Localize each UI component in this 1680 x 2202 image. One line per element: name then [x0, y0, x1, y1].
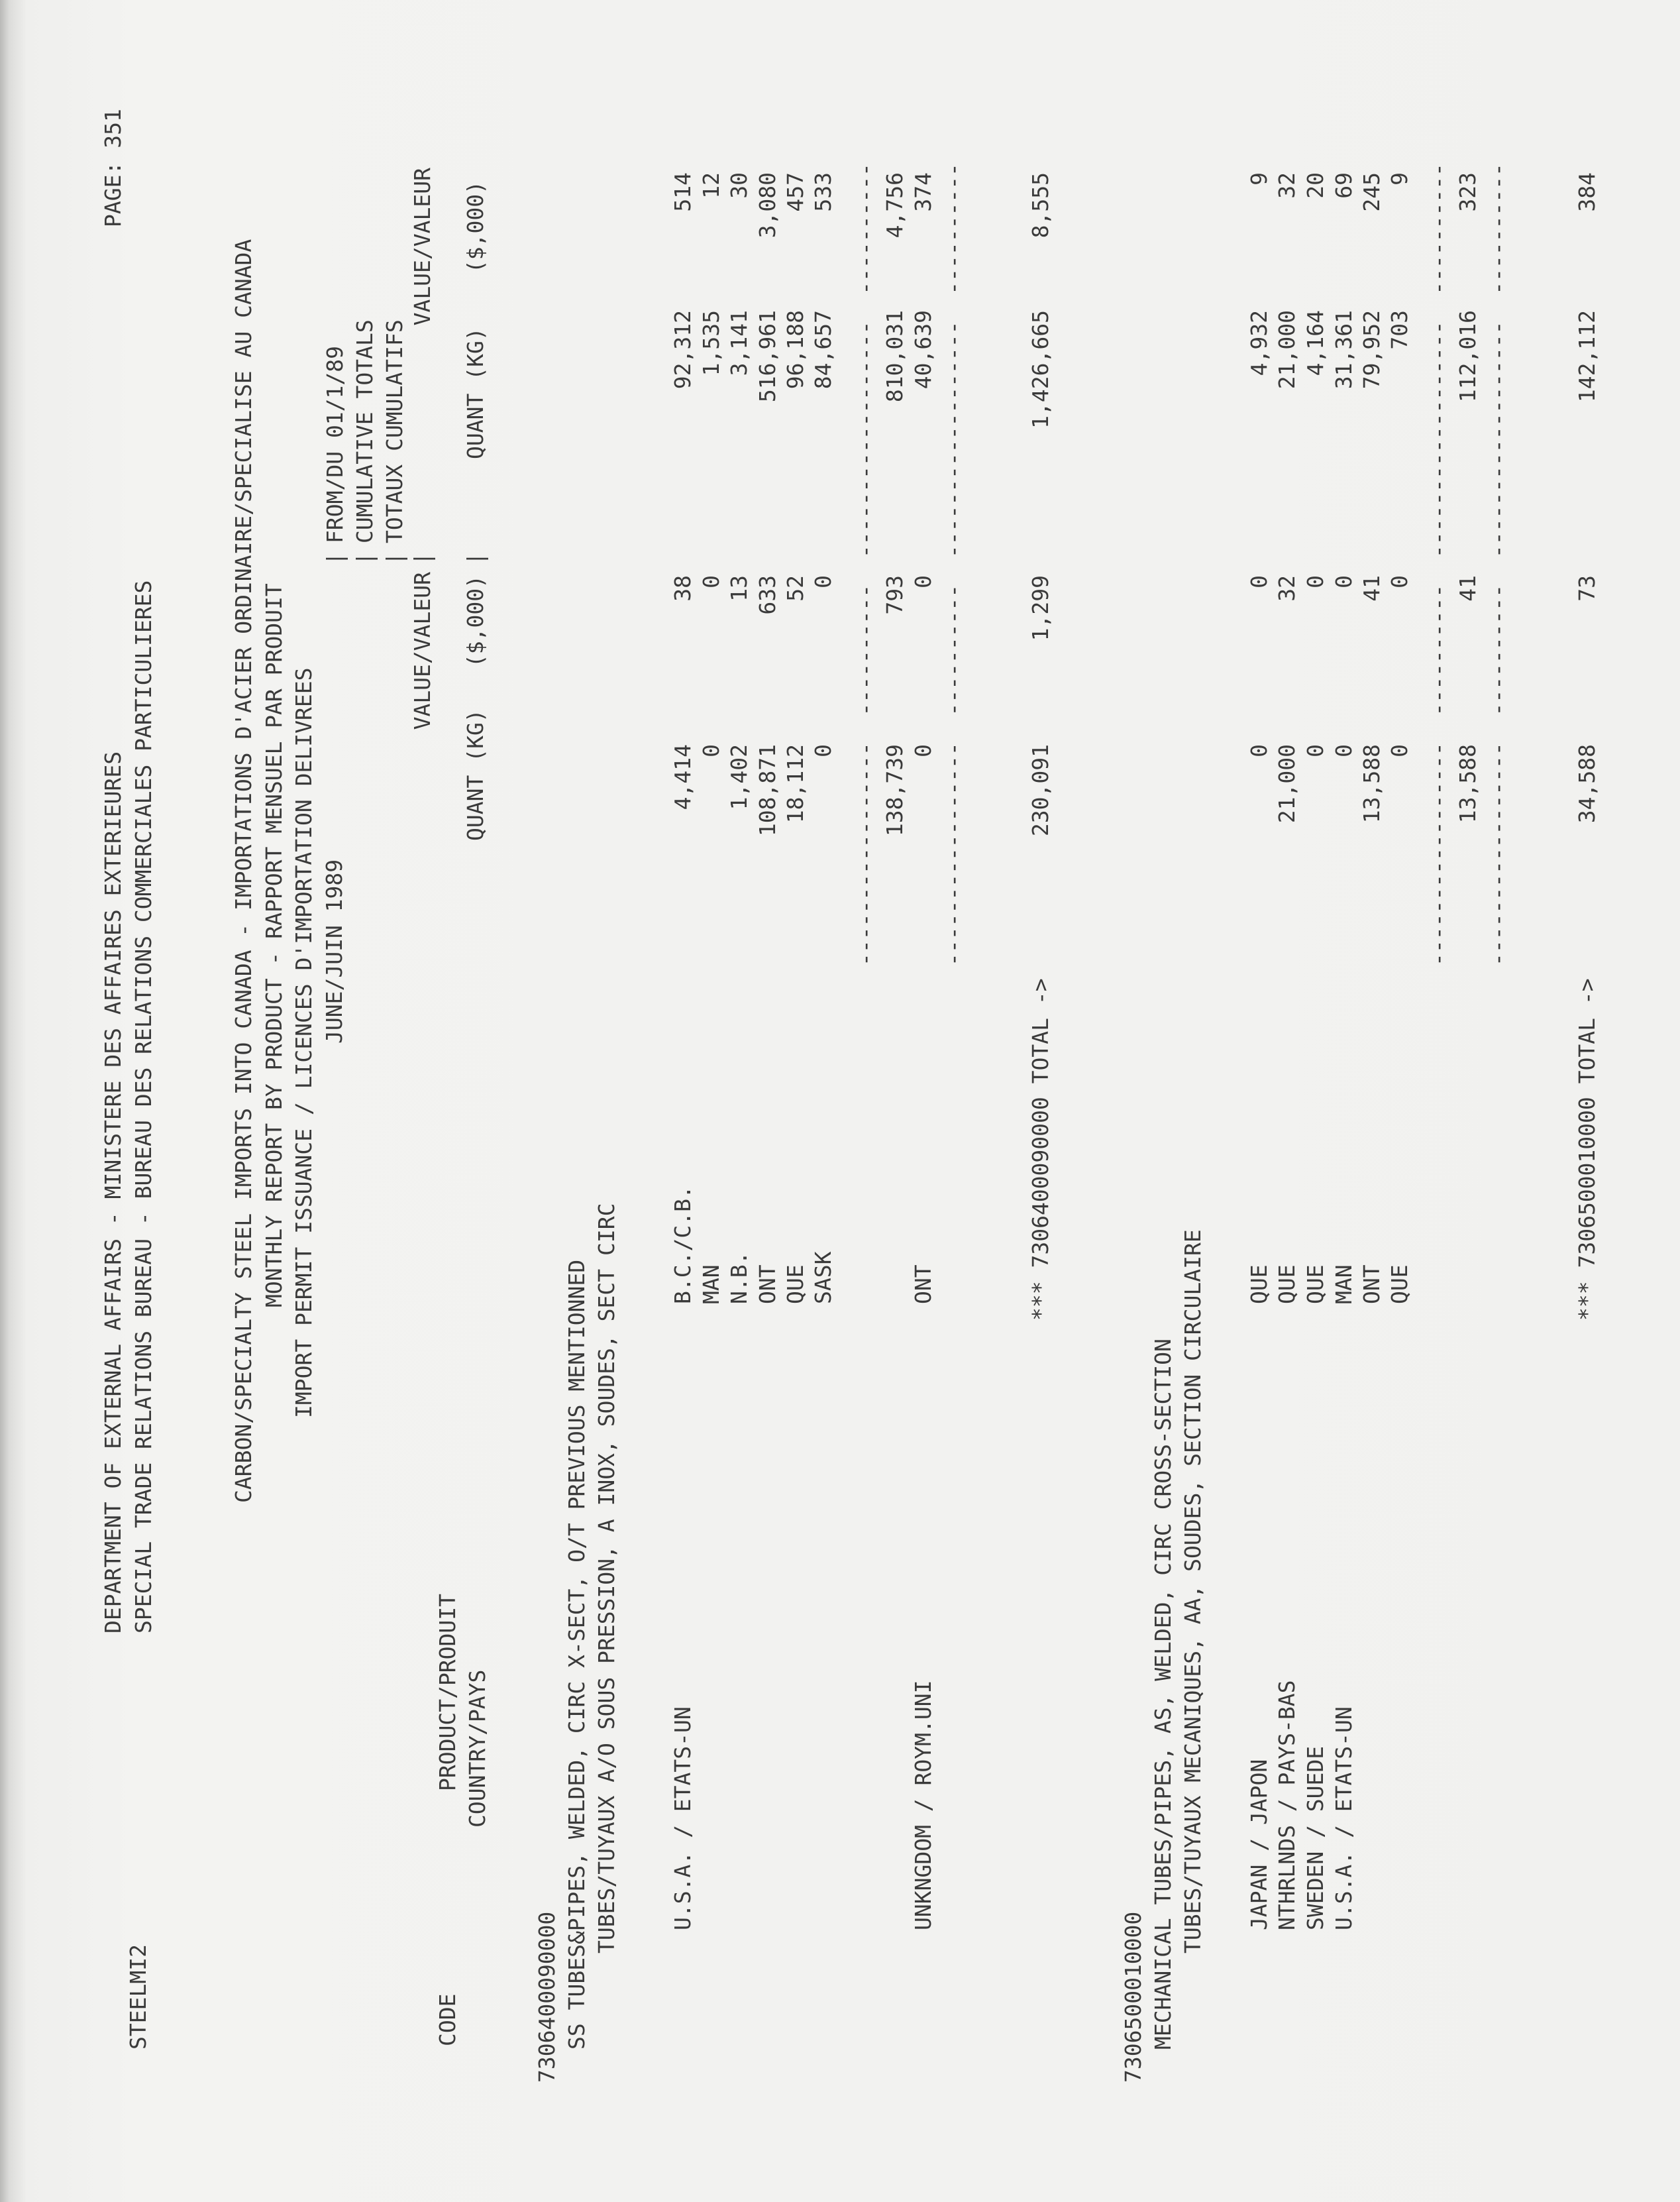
column-header-value-2: ($,000): [462, 575, 488, 668]
province: MAN: [1331, 1264, 1357, 1304]
report-title-line-1: CARBON/SPECIALTY STEEL IMPORTS INTO CANADA - IMPORTATIONS D'ACIER ORDINAIRE/SPECIALISE AU CANADA: [231, 239, 256, 1503]
total-divider: ----------------- ---------- ------------------ ----------: [940, 163, 966, 966]
province: SASK: [810, 1251, 836, 1304]
quantity: 0: [1387, 744, 1412, 757]
cumulative-value: 374: [910, 172, 936, 212]
cumulative-value: 12: [698, 172, 724, 199]
department-line-2: SPECIAL TRADE RELATIONS BUREAU - BUREAU DES RELATIONS COMMERCIALES PARTICULIERES: [131, 580, 156, 1633]
cumulative-value: 514: [670, 172, 696, 212]
cumulative-quantity: 84,657: [810, 310, 836, 390]
subtotal-value: 793: [882, 575, 908, 615]
subtotal-cumulative-value: 323: [1455, 172, 1481, 212]
value: 0: [1331, 575, 1357, 588]
province: QUE: [782, 1264, 808, 1304]
header-divider-3: |: [382, 552, 407, 565]
province: ONT: [755, 1264, 780, 1304]
province: ONT: [910, 1264, 936, 1304]
value: 32: [1274, 575, 1300, 602]
subtotal-divider: ----------------- ---------- ------------------ ----------: [852, 163, 878, 966]
cumulative-quantity: 21,000: [1274, 310, 1300, 390]
column-header-cum-quant: QUANT (KG): [462, 327, 488, 459]
province: MAN: [698, 1264, 724, 1304]
cumulative-value: 32: [1274, 172, 1300, 199]
column-header-product: PRODUCT/PRODUIT: [435, 1593, 460, 1791]
program-id: STEELMI2: [125, 1944, 151, 2050]
total-label: *** 7306500010000 TOTAL ->: [1574, 978, 1600, 1321]
cumulative-quantity: 516,961: [755, 310, 780, 403]
value: 0: [810, 575, 836, 588]
header-divider-4: |: [409, 552, 435, 565]
quantity: 0: [910, 744, 936, 757]
quantity: 18,112: [782, 744, 808, 824]
total-value: 1,299: [1027, 575, 1053, 641]
quantity: 21,000: [1274, 744, 1300, 824]
quantity: 0: [810, 744, 836, 757]
total-quantity: 230,091: [1027, 744, 1053, 837]
product-code: 7306400090000: [534, 1911, 560, 2083]
country-name: U.S.A. / ETATS-UN: [1331, 1706, 1357, 1930]
cumulative-quantity: 4,164: [1302, 310, 1328, 376]
column-header-quant: QUANT (KG): [462, 709, 488, 841]
quantity: 0: [698, 744, 724, 757]
subtotal-cumulative-quantity: 810,031: [882, 310, 908, 403]
column-header-country: COUNTRY/PAYS: [464, 1669, 490, 1828]
cumulative-quantity: 31,361: [1331, 310, 1357, 390]
cumulative-totals-fr: TOTAUX CUMULATIFS: [382, 319, 407, 543]
cumulative-value: 3,080: [755, 172, 780, 239]
product-code: 7306500010000: [1120, 1911, 1146, 2083]
cumulative-quantity: 96,188: [782, 310, 808, 390]
value: 41: [1359, 575, 1385, 602]
product-description-fr: TUBES/TUYAUX A/O SOUS PRESSION, A INOX, SOUDES, SECT CIRC: [594, 1203, 619, 1954]
value: 38: [670, 575, 696, 602]
quantity: 0: [1246, 744, 1272, 757]
column-header-value-1: VALUE/VALEUR: [409, 572, 435, 730]
total-cumulative-value: 8,555: [1027, 172, 1053, 239]
subtotal-cumulative-quantity: 112,016: [1455, 310, 1481, 403]
cumulative-quantity: 3,141: [726, 310, 752, 376]
province: QUE: [1302, 1264, 1328, 1304]
header-divider-5: |: [462, 552, 488, 565]
value: 0: [910, 575, 936, 588]
province: B.C./C.B.: [670, 1185, 696, 1304]
report-title-line-2: MONTHLY REPORT BY PRODUCT - RAPPORT MENSUEL PAR PRODUIT: [261, 583, 287, 1307]
cumulative-totals-en: CUMULATIVE TOTALS: [352, 319, 378, 543]
value: 0: [1246, 575, 1272, 588]
column-header-cum-value-2: ($,000): [462, 181, 488, 274]
cumulative-quantity: 703: [1387, 310, 1412, 350]
quantity: 0: [1302, 744, 1328, 757]
report-title-line-4: JUNE/JUIN 1989: [321, 859, 347, 1044]
quantity: 108,871: [755, 744, 780, 837]
value: 633: [755, 575, 780, 615]
column-header-cum-value-1: VALUE/VALEUR: [409, 168, 435, 326]
header-divider-1: |: [322, 552, 348, 565]
cumulative-value: 69: [1331, 172, 1357, 199]
value: 0: [1387, 575, 1412, 588]
quantity: 13,588: [1359, 744, 1385, 824]
value: 0: [1302, 575, 1328, 588]
column-header-code: CODE: [435, 1993, 460, 2046]
cumulative-value: 9: [1387, 172, 1412, 186]
total-cumulative-quantity: 142,112: [1574, 310, 1600, 403]
cumulative-quantity: 4,932: [1246, 310, 1272, 376]
province: N.B.: [726, 1251, 752, 1304]
cumulative-value: 20: [1302, 172, 1328, 199]
province: QUE: [1246, 1264, 1272, 1304]
cumulative-value: 457: [782, 172, 808, 212]
product-description-fr: TUBES/TUYAUX MECANIQUES, AA, SOUDES, SECTION CIRCULAIRE: [1180, 1229, 1206, 1954]
value: 52: [782, 575, 808, 602]
country-name: JAPAN / JAPON: [1246, 1759, 1272, 1930]
province: QUE: [1387, 1264, 1412, 1304]
cumulative-quantity: 40,639: [910, 310, 936, 390]
subtotal-cumulative-value: 4,756: [882, 172, 908, 239]
total-cumulative-value: 384: [1574, 172, 1600, 212]
product-description-en: MECHANICAL TUBES/PIPES, AS, WELDED, CIRC CROSS-SECTION: [1150, 1339, 1176, 2050]
header-divider-2: |: [352, 552, 378, 565]
subtotal-value: 41: [1455, 575, 1481, 602]
country-name: UNKNGDOM / ROYM.UNI: [910, 1680, 936, 1930]
cumulative-value: 533: [810, 172, 836, 212]
total-divider: ----------------- ---------- ------------------ ----------: [1485, 163, 1510, 966]
cumulative-quantity: 79,952: [1359, 310, 1385, 390]
value: 13: [726, 575, 752, 602]
quantity: 4,414: [670, 744, 696, 810]
subtotal-divider: ----------------- ---------- ------------------ ----------: [1425, 163, 1451, 966]
value: 0: [698, 575, 724, 588]
subtotal-quantity: 138,739: [882, 744, 908, 837]
country-name: SWEDEN / SUEDE: [1302, 1745, 1328, 1930]
country-name: NTHRLNDS / PAYS-BAS: [1274, 1680, 1300, 1930]
quantity: 1,402: [726, 744, 752, 810]
cumulative-quantity: 1,535: [698, 310, 724, 376]
total-value: 73: [1574, 575, 1600, 602]
cumulative-quantity: 92,312: [670, 310, 696, 390]
total-cumulative-quantity: 1,426,665: [1027, 310, 1053, 429]
cumulative-value: 30: [726, 172, 752, 199]
product-description-en: SS TUBES&PIPES, WELDED, CIRC X-SECT, O/T PREVIOUS MENTIONNED: [564, 1259, 590, 2050]
country-name: U.S.A. / ETATS-UN: [670, 1706, 696, 1930]
cumulative-value: 245: [1359, 172, 1385, 212]
province: ONT: [1359, 1264, 1385, 1304]
department-line-1: DEPARTMENT OF EXTERNAL AFFAIRS - MINISTERE DES AFFAIRES EXTERIEURES: [100, 751, 126, 1633]
report-title-line-3: IMPORT PERMIT ISSUANCE / LICENCES D'IMPORTATION DELIVREES: [291, 667, 317, 1418]
page-number: PAGE: 351: [100, 109, 126, 227]
cumulative-from-date: FROM/DU 01/1/89: [322, 345, 348, 543]
total-quantity: 34,588: [1574, 744, 1600, 824]
quantity: 0: [1331, 744, 1357, 757]
cumulative-value: 9: [1246, 172, 1272, 186]
subtotal-quantity: 13,588: [1455, 744, 1481, 824]
province: QUE: [1274, 1264, 1300, 1304]
total-label: *** 7306400090000 TOTAL ->: [1027, 978, 1053, 1321]
